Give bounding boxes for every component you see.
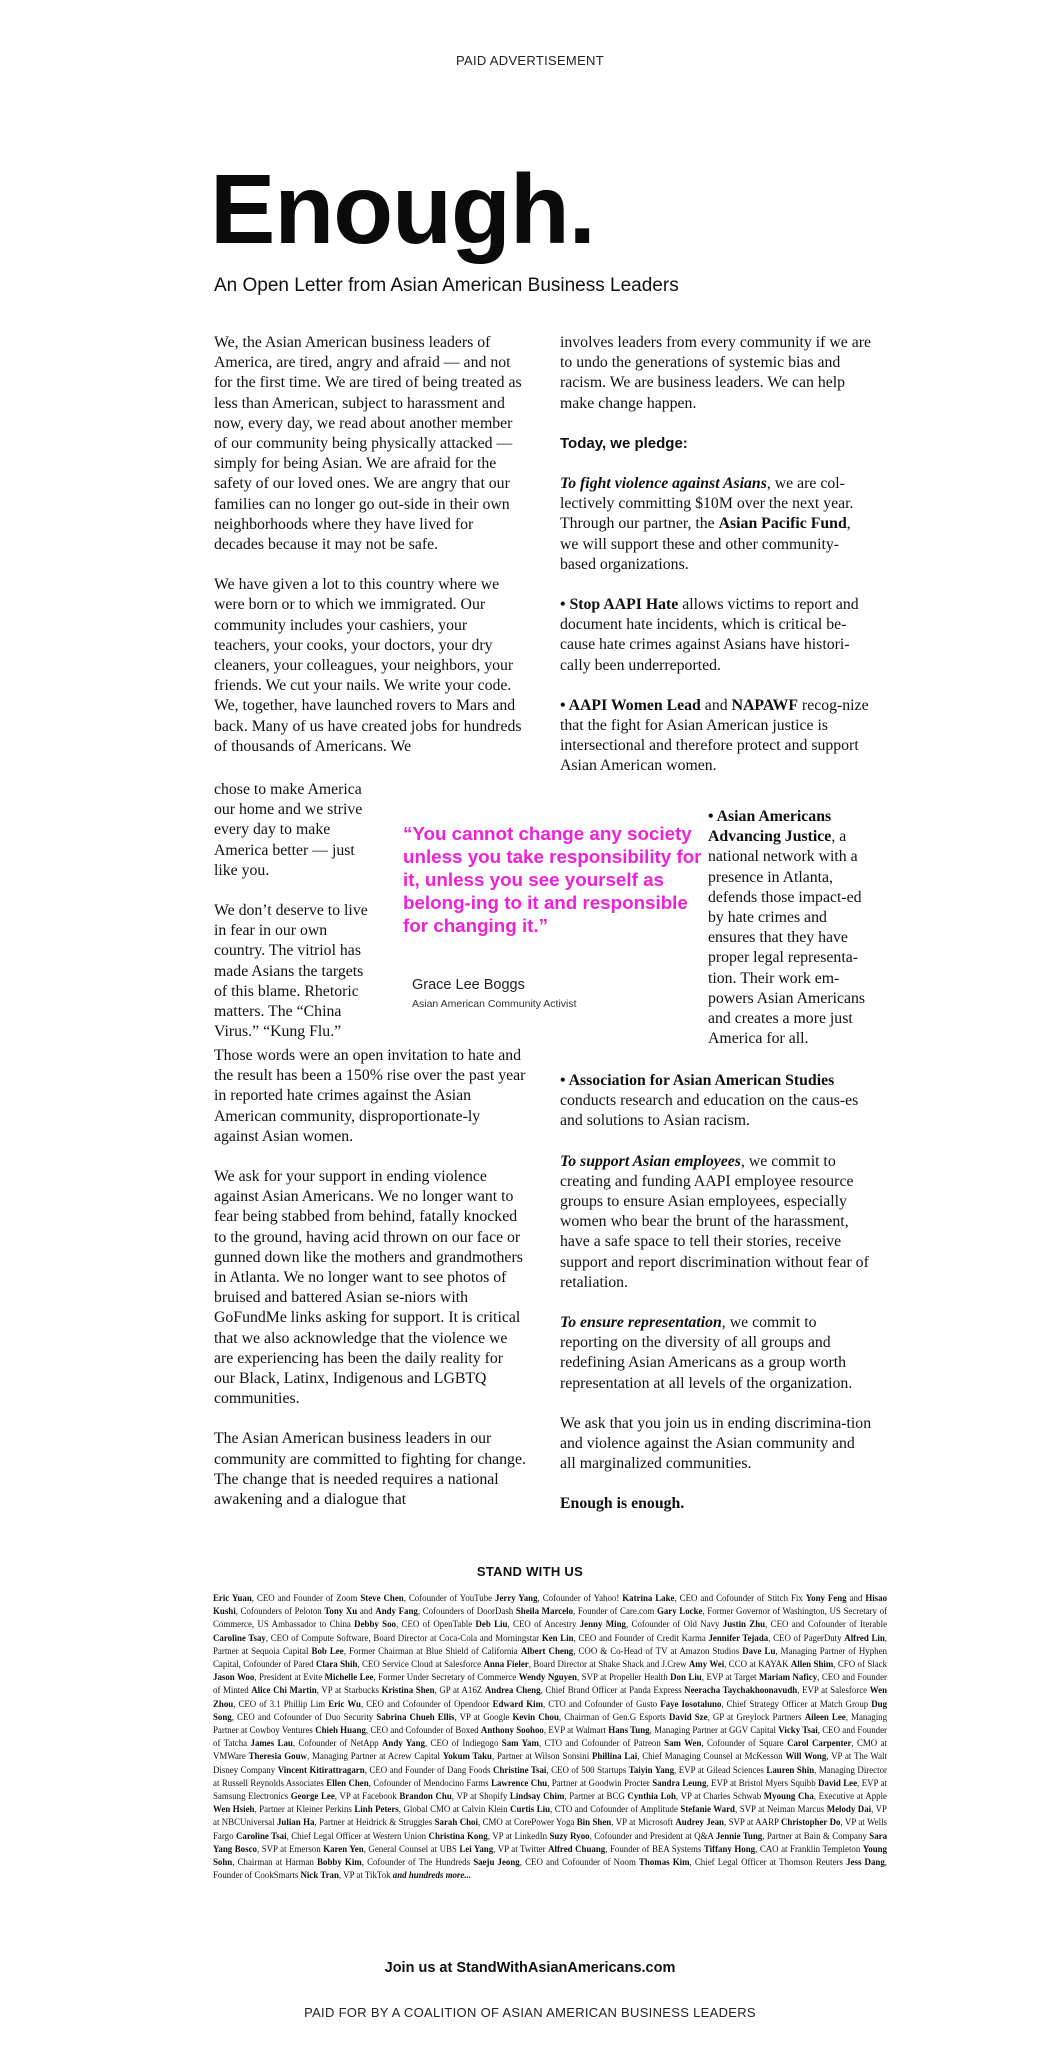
signer-name: Sam Wen <box>664 1738 702 1749</box>
signer-name: Wen Zhou <box>213 1685 888 1709</box>
pledge-item <box>560 474 872 575</box>
signer-name: Aileen Lee <box>804 1711 846 1722</box>
headline: Enough. <box>210 154 595 264</box>
signer-title: , Partner at BCG <box>564 1791 628 1802</box>
signer-name: Sabrina Chueh Ellis <box>376 1711 455 1722</box>
signer-title: , CEO of Compute Software, Board Director at Coca-Cola and Morningstar <box>265 1632 542 1643</box>
signer-title: , EVP at Walmart <box>543 1725 609 1736</box>
signer-title: , EVP at Salesforce <box>797 1685 870 1696</box>
signer-name: Vincent Kitirattragarn <box>277 1764 365 1775</box>
join-us-link[interactable]: Join us at StandWithAsianAmericans.com <box>384 1960 676 1976</box>
signer-title: , Chairman at Harman <box>232 1857 318 1868</box>
signer-title: , Managing Partner at Cowboy Ventures <box>213 1711 888 1736</box>
signer-name: Lindsay Chim <box>509 1791 565 1802</box>
org-name: • Association for Asian American Studies <box>560 1072 835 1089</box>
org-text: and <box>700 696 732 714</box>
signer-title: , CEO and Cofounder of Noom <box>519 1857 640 1868</box>
letter-paragraph: We, the Asian American business leaders of America, are tired, angry and afraid — and not for the first time. We are tired of being treated as less than American, subject to harassment and now, every day, we read about another member of our community being physically attacked — simply for being Asian. We are afraid for the safety of our loved ones. We are angry that our families can no longer go out-side in their own neighborhoods where they have lived for decades because it may not be safe. <box>214 334 522 554</box>
signer-title: , CEO of 500 Startups <box>546 1764 629 1775</box>
pledge-text: , we will support these and other community-based organizations. <box>560 515 851 573</box>
signer-name: Albert Cheng <box>520 1645 574 1656</box>
letter-paragraph: The Asian American business leaders in our community are committed to fighting for change. The change that is needed requires a national awakening and a dialogue that <box>214 1430 526 1509</box>
signer-name: Wendy Nguyen <box>518 1672 577 1683</box>
signer-name: Dug Song <box>213 1698 888 1722</box>
org-name: NAPAWF <box>731 696 798 714</box>
signer-title: , Cofounder and President at Q&A <box>589 1830 716 1841</box>
signer-name: Wen Hsieh <box>213 1804 255 1815</box>
signer-title: and <box>846 1593 866 1603</box>
pledge-lead: To ensure representation <box>560 1314 722 1332</box>
letter-paragraph: involves leaders from every community if we are to undo the generations of systemic bias and racism. We are business leaders. We can help make change happen. <box>560 334 872 412</box>
signer-title: , Founder of CookSmarts <box>213 1857 887 1881</box>
signer-title: , VP at Twitter <box>493 1843 549 1854</box>
signer-name: Myoung Cha <box>763 1791 814 1802</box>
signer-name: Allen Shim <box>790 1659 834 1670</box>
signer-title: , Cofounder of YouTube <box>403 1593 496 1603</box>
signer-title: , CEO of PagerDuty <box>768 1632 845 1643</box>
quote-author-role: Asian American Community Activist <box>412 998 577 1010</box>
signer-name: Mariam Naficy <box>758 1672 818 1683</box>
signer-title: , CEO and Founder of Zoom <box>251 1593 361 1603</box>
signer-name: Katrina Lake <box>622 1593 675 1603</box>
signer-title: , Cofounder of Mendocino Farms <box>368 1777 492 1788</box>
signer-title: , Founder of BEA Systems <box>605 1843 704 1854</box>
signer-title: , CEO and Cofounder of Iterable <box>765 1619 888 1630</box>
org-text: , a national network with a presence in Atlanta, defends those impact-ed by hate crimes and ensures that they have proper legal representa-tion. Their work em-powers Asian Americans and creates a more just America for all. <box>708 828 866 1048</box>
signer-title: , Board Director at Shake Shack and J.Crew <box>528 1659 689 1670</box>
signer-name: Debby Soo <box>354 1619 396 1630</box>
org-item <box>560 696 872 777</box>
signer-name: Curtis Liu <box>510 1804 551 1815</box>
signer-name: David Lee <box>818 1777 858 1788</box>
signer-title: , Cofounders of Peloton <box>235 1606 325 1617</box>
signer-title: , Global CMO at Calvin Klein <box>398 1804 511 1815</box>
signer-name: Jason Woo <box>213 1672 255 1683</box>
signer-name: Sam Yam <box>501 1738 539 1749</box>
signer-name: Young Sohn <box>213 1843 887 1868</box>
pledge-text: , we commit to reporting on the diversity of all groups and redefining Asian Americans as a group worth representation at all levels of the organization. <box>560 1314 853 1392</box>
letter-paragraph: We don’t deserve to live in fear in our own country. The vitriol has made Asians the targets of this blame. Rhetoric matters. The “China Virus.” “Kung Flu.” <box>214 902 368 1041</box>
letter-left-continued <box>214 1046 526 1530</box>
signer-name: Clara Shih <box>316 1659 358 1670</box>
signer-title: , CEO of OpenTable <box>395 1619 476 1630</box>
signer-name: Andy Fang <box>375 1606 418 1617</box>
signer-name: Alfred Lin <box>844 1632 885 1643</box>
signer-title: , CMO at VMWare <box>213 1738 887 1762</box>
signer-name: Alice Chi Martin <box>251 1685 317 1696</box>
org-text: recog-nize that the fight for Asian American justice is intersectional and therefore protect and support Asian American women. <box>560 696 869 775</box>
signer-name: Sheila Marcelo <box>515 1606 574 1617</box>
signer-name: Theresia Gouw <box>248 1751 307 1762</box>
signer-title: , EVP at Samsung Electronics <box>213 1777 887 1802</box>
signer-title: , VP at Microsoft <box>611 1817 676 1828</box>
signer-title: , CFO of Slack <box>833 1659 888 1670</box>
signer-name: Julian Ha <box>276 1817 315 1828</box>
signer-title: , CEO and Cofounder of Stitch Fix <box>674 1593 806 1603</box>
signer-name: Christopher Do <box>781 1817 841 1828</box>
signer-title: , Partner at Bain & Company <box>762 1830 870 1841</box>
signer-title: , CEO and Founder of Dang Foods <box>364 1764 494 1775</box>
signer-title: , Chief Managing Counsel at McKesson <box>637 1751 786 1762</box>
signer-name: Lawrence Chu <box>491 1777 548 1788</box>
signer-name: Andy Yang <box>381 1738 425 1749</box>
signer-title: , CEO and Cofounder of Opendoor <box>360 1698 493 1709</box>
signer-title: , SVP at Neiman Marcus <box>734 1804 827 1815</box>
signer-name: Dave Lu <box>742 1645 776 1656</box>
signer-name: Yony Feng <box>805 1593 847 1603</box>
signer-title: , Partner at Goodwin Procter <box>547 1777 653 1788</box>
signer-title: , VP at Facebook <box>334 1791 400 1802</box>
signer-name: Cynthia Loh <box>627 1791 676 1802</box>
pledge-item <box>560 1313 872 1394</box>
signer-name: Kevin Chou <box>512 1711 559 1722</box>
org-name: • AAPI Women Lead <box>560 696 701 714</box>
signer-title: , CEO of Indiegogo <box>424 1738 502 1749</box>
signer-title: , GP at Greylock Partners <box>707 1711 805 1722</box>
signer-name: Don Liu <box>670 1672 702 1683</box>
signer-title: , Chief Legal Officer at Thomson Reuters <box>689 1857 847 1868</box>
signer-title: , CAO at Franklin Templeton <box>755 1843 863 1854</box>
signer-title: , President at Evite <box>254 1672 325 1683</box>
signer-title: , CEO and Founder of Minted <box>213 1672 887 1696</box>
letter-paragraph: Those words were an open invitation to hate and the result has been a 150% rise over the past year in reported hate crimes against the Asian American community, disproportionate-ly against Asian women. <box>214 1047 526 1145</box>
signer-name: Bobby Kim <box>317 1857 362 1868</box>
pledge-item <box>560 1152 872 1293</box>
signer-title: , SVP at Propeller Health <box>576 1672 671 1683</box>
signer-name: Tiffany Hong <box>703 1843 756 1854</box>
org-item <box>708 807 872 1049</box>
letter-left-column <box>214 333 526 757</box>
signer-title: , VP at Shopify <box>451 1791 510 1802</box>
signer-name: Chieh Huang <box>315 1725 366 1736</box>
letter-left-narrow-column <box>214 780 374 1042</box>
signer-name: Caroline Tsay <box>213 1632 266 1643</box>
signer-title: , Partner at Kleiner Perkins <box>254 1804 355 1815</box>
signer-title: , VP at Starbucks <box>316 1685 382 1696</box>
signer-name: Gary Locke <box>656 1606 703 1617</box>
signer-title: , VP at Wells Fargo <box>213 1817 887 1841</box>
signer-name: Saeju Jeong <box>473 1857 520 1868</box>
signer-name: Nick Tran <box>300 1870 339 1881</box>
signer-title: , Founder of Care.com <box>573 1606 657 1617</box>
org-item <box>560 595 872 676</box>
signer-title: , CTO and Cofounder of Gusto <box>543 1698 661 1709</box>
signer-title: , CTO and Cofounder of Amplitude <box>550 1804 681 1815</box>
pledge-lead: To fight violence against Asians <box>560 475 767 493</box>
signer-name: Sara Yang Bosco <box>213 1830 888 1854</box>
signer-title: , CTO and Cofounder of Patreon <box>538 1738 665 1749</box>
signer-name: Amy Wei <box>688 1659 725 1670</box>
signer-name: Phillina Lai <box>591 1751 638 1762</box>
signer-name: Lei Yang <box>459 1843 494 1854</box>
signer-title: , VP at TikTok <box>338 1870 393 1881</box>
org-text: allows victims to report and document hate incidents, which is critical be-cause hate crimes against Asians have histori-cally been underreported. <box>560 596 859 674</box>
signer-name: Jenny Ming <box>579 1619 626 1630</box>
signer-title: , VP at LinkedIn <box>487 1830 550 1841</box>
signer-name: Deb Liu <box>475 1619 508 1630</box>
signer-title: , EVP at Target <box>701 1672 759 1683</box>
quote-author: Grace Lee Boggs <box>412 977 525 993</box>
signer-name: Thomas Kim <box>639 1857 690 1868</box>
signer-name: David Sze <box>668 1711 708 1722</box>
signer-title: , Former Chairman at Blue Shield of California <box>343 1645 521 1656</box>
signer-name: Eric Yuan <box>213 1593 252 1603</box>
signer-name: Bin Shen <box>576 1817 612 1828</box>
signer-name: Andrea Cheng <box>484 1685 541 1696</box>
signer-title: and <box>357 1606 376 1617</box>
signer-name: Linh Peters <box>354 1804 399 1815</box>
signer-name: Stefanie Ward <box>680 1804 735 1815</box>
signer-title: , Cofounder of Old Navy <box>625 1619 723 1630</box>
signer-name: Christine Tsai <box>493 1764 547 1775</box>
pledge-lead: To support Asian employees <box>560 1152 741 1170</box>
signer-title: , VP at Google <box>454 1711 513 1722</box>
signer-title: , CCO at KAYAK <box>724 1659 791 1670</box>
letter-paragraph: We ask that you join us in ending discrimina-tion and violence against the Asian community and all marginalized communities. <box>560 1414 872 1473</box>
signer-name: Alfred Chuang <box>548 1843 606 1854</box>
signer-name: Sarah Choi <box>434 1817 478 1828</box>
signer-title: , Partner at Wilson Sonsini <box>491 1751 592 1762</box>
letter-paragraph: We ask for your support in ending violence against Asian Americans. We no longer want to fear being stabbed from behind, fatally knocked to the ground, having acid thrown on our face or gunned down like the mothers and grandmothers in Atlanta. We no longer want to see photos of bruised and battered Asian se-niors with GoFundMe links asking for support. It is critical that we also acknowledge that the violence we are experiencing has been the daily reality for our Black, Latinx, Indigenous and LGBTQ communities. <box>214 1168 523 1408</box>
signer-title: , Executive at Apple <box>813 1791 887 1802</box>
signers-list <box>213 1592 887 1882</box>
signer-name: Lauren Shin <box>766 1764 815 1775</box>
paid-advertisement-label: PAID ADVERTISEMENT <box>456 53 604 68</box>
signer-name: Yokum Taku <box>442 1751 492 1762</box>
signer-title: , Chief Legal Officer at Western Union <box>286 1830 429 1841</box>
signer-title: , Cofounder of Yahoo! <box>537 1593 623 1603</box>
signer-name: Carol Carpenter <box>787 1738 852 1749</box>
signer-title: , COO & Co-Head of TV at Amazon Studios <box>573 1645 743 1656</box>
signer-name: Melody Dai <box>826 1804 872 1815</box>
signer-title: , Managing Director at Russell Reynolds Associates <box>213 1764 887 1788</box>
signer-title: , Former Under Secretary of Commerce <box>373 1672 519 1683</box>
signer-title: , VP at NBCUniversal <box>213 1804 887 1828</box>
signer-title: , Managing Partner at GGV Capital <box>649 1725 779 1736</box>
signer-title: , Cofounders of DoorDash <box>417 1606 516 1617</box>
signer-name: Sandra Leung <box>652 1777 707 1788</box>
signer-name: Brandon Chu <box>399 1791 452 1802</box>
signer-title: , Cofounder of NetApp <box>292 1738 382 1749</box>
stand-with-us-heading: STAND WITH US <box>476 1564 584 1579</box>
signer-title: , CEO and Cofounder of Boxed <box>365 1725 481 1736</box>
signer-title: , Managing Partner of Hyphen Capital, Cofounder of Pared <box>213 1645 887 1670</box>
signer-name: Faye Iosotaluno <box>660 1698 722 1709</box>
signer-title: , VP at Charles Schwab <box>675 1791 764 1802</box>
signer-title: , CEO Service Cloud at Salesforce <box>357 1659 484 1670</box>
signer-name: Karen Yen <box>323 1843 364 1854</box>
signer-name: Hans Tung <box>608 1725 650 1736</box>
signer-name: Michelle Lee <box>324 1672 374 1683</box>
signer-name: Edward Kim <box>492 1698 543 1709</box>
letter-right-narrow-column <box>708 807 872 1049</box>
signer-title: , Cofounder of The Hundreds <box>361 1857 474 1868</box>
pledge-org: Asian Pacific Fund <box>718 515 847 533</box>
signers-more: and hundreds more... <box>392 1870 471 1881</box>
signer-title: , GP at A16Z <box>434 1685 485 1696</box>
subheadline: An Open Letter from Asian American Business Leaders <box>214 275 679 296</box>
signer-name: Justin Zhu <box>722 1619 766 1630</box>
letter-right-column <box>560 333 872 797</box>
org-name: • Stop AAPI Hate <box>560 596 679 614</box>
signer-name: Anna Fieler <box>483 1659 529 1670</box>
signer-title: , Cofounder of Square <box>701 1738 788 1749</box>
letter-paragraph: chose to make America our home and we strive every day to make America better — just like you. <box>214 781 363 879</box>
signer-title: , Partner at Sequoia Capital <box>213 1632 887 1656</box>
signer-title: , Partner at Heidrick & Struggles <box>314 1817 435 1828</box>
paid-for-by-label: PAID FOR BY A COALITION OF ASIAN AMERICAN BUSINESS LEADERS <box>304 2005 756 2020</box>
signer-name: Jennie Tung <box>715 1830 763 1841</box>
closing-line: Enough is enough. <box>560 1495 685 1513</box>
signer-name: Christina Kong <box>428 1830 488 1841</box>
letter-paragraph: We have given a lot to this country where we were born or to which we immigrated. Our community includes your cashiers, your teachers, your cooks, your doctors, your dry cleaners, your colleagues, your neighbors, your friends. We cut your nails. We write your code. We, together, have launched rovers to Mars and back. Many of us have created jobs for hundreds of thousands of Americans. We <box>214 576 522 755</box>
signer-name: Caroline Tsai <box>235 1830 287 1841</box>
letter-right-continued <box>560 1071 872 1535</box>
signer-title: , General Counsel at UBS <box>363 1843 460 1854</box>
signer-name: Eric Wu <box>328 1698 361 1709</box>
signer-name: Suzy Ryoo <box>549 1830 590 1841</box>
signer-name: James Lau <box>250 1738 293 1749</box>
signer-name: Anthony Soohoo <box>480 1725 544 1736</box>
signer-title: , Chairman of Gen.G Esports <box>558 1711 669 1722</box>
signer-name: Ken Lin <box>541 1632 574 1643</box>
pledge-text: , we commit to creating and funding AAPI employee resource groups to ensure Asian employees, especially women who bear the brunt of the harassment, have a safe space to tell their stories, receive support and report discrimination without fear of retaliation. <box>560 1152 869 1291</box>
signer-name: Neeracha Taychakhoonavudh <box>684 1685 798 1696</box>
signer-title: , CEO of 3.1 Phillip Lim <box>233 1698 329 1709</box>
signer-name: Hisao Kushi <box>213 1593 888 1617</box>
signer-title: , VP at The Walt Disney Company <box>213 1751 887 1775</box>
signer-name: Tony Xu <box>324 1606 358 1617</box>
signer-name: Bob Lee <box>311 1645 344 1656</box>
signer-title: , Managing Partner at Acrew Capital <box>306 1751 443 1762</box>
org-item <box>560 1071 872 1132</box>
signer-name: Vicky Tsai <box>778 1725 818 1736</box>
pull-quote: “You cannot change any society unless you take responsibility for it, unless you see yourself as belong-ing to it and responsible for changing it.” <box>403 823 702 936</box>
org-name: • Asian Americans Advancing Justice <box>708 808 832 846</box>
signer-title: , CEO and Founder of Credit Karma <box>573 1632 709 1643</box>
signer-title: , Chief Brand Officer at Panda Express <box>540 1685 685 1696</box>
signer-name: Taiyin Yang <box>628 1764 675 1775</box>
signer-title: , CEO and Cofounder of Duo Security <box>231 1711 377 1722</box>
signer-title: , SVP at Emerson <box>256 1843 324 1854</box>
signer-title: , EVP at Gilead Sciences <box>674 1764 767 1775</box>
signer-name: Kristina Shen <box>381 1685 435 1696</box>
signer-title: , CEO of Ancestry <box>507 1619 580 1630</box>
signer-name: Steve Chen <box>360 1593 404 1603</box>
signer-name: Ellen Chen <box>326 1777 369 1788</box>
signer-name: George Lee <box>290 1791 335 1802</box>
signer-title: , Former Governor of Washington, US Secretary of Commerce, US Ambassador to China <box>213 1606 888 1630</box>
signer-title: , SVP at AARP <box>723 1817 782 1828</box>
signer-name: Will Wong <box>785 1751 827 1762</box>
signer-title: , Chief Strategy Officer at Match Group <box>721 1698 872 1709</box>
signer-title: , CEO and Founder of Tatcha <box>213 1725 887 1749</box>
signer-title: , EVP at Bristol Myers Squibb <box>706 1777 819 1788</box>
org-text: conducts research and education on the caus-es and solutions to Asian racism. <box>560 1092 859 1130</box>
signer-title: , CMO at CorePower Yoga <box>477 1817 577 1828</box>
pledge-heading: Today, we pledge: <box>560 434 688 452</box>
signer-name: Jennifer Tejada <box>708 1632 769 1643</box>
pledge-text: , we are col-lectively committing $10M over the next year. Through our partner, the <box>560 475 854 533</box>
signer-name: Jerry Yang <box>495 1593 538 1603</box>
signer-name: Audrey Jean <box>675 1817 724 1828</box>
signer-name: Jess Dang <box>846 1857 885 1868</box>
